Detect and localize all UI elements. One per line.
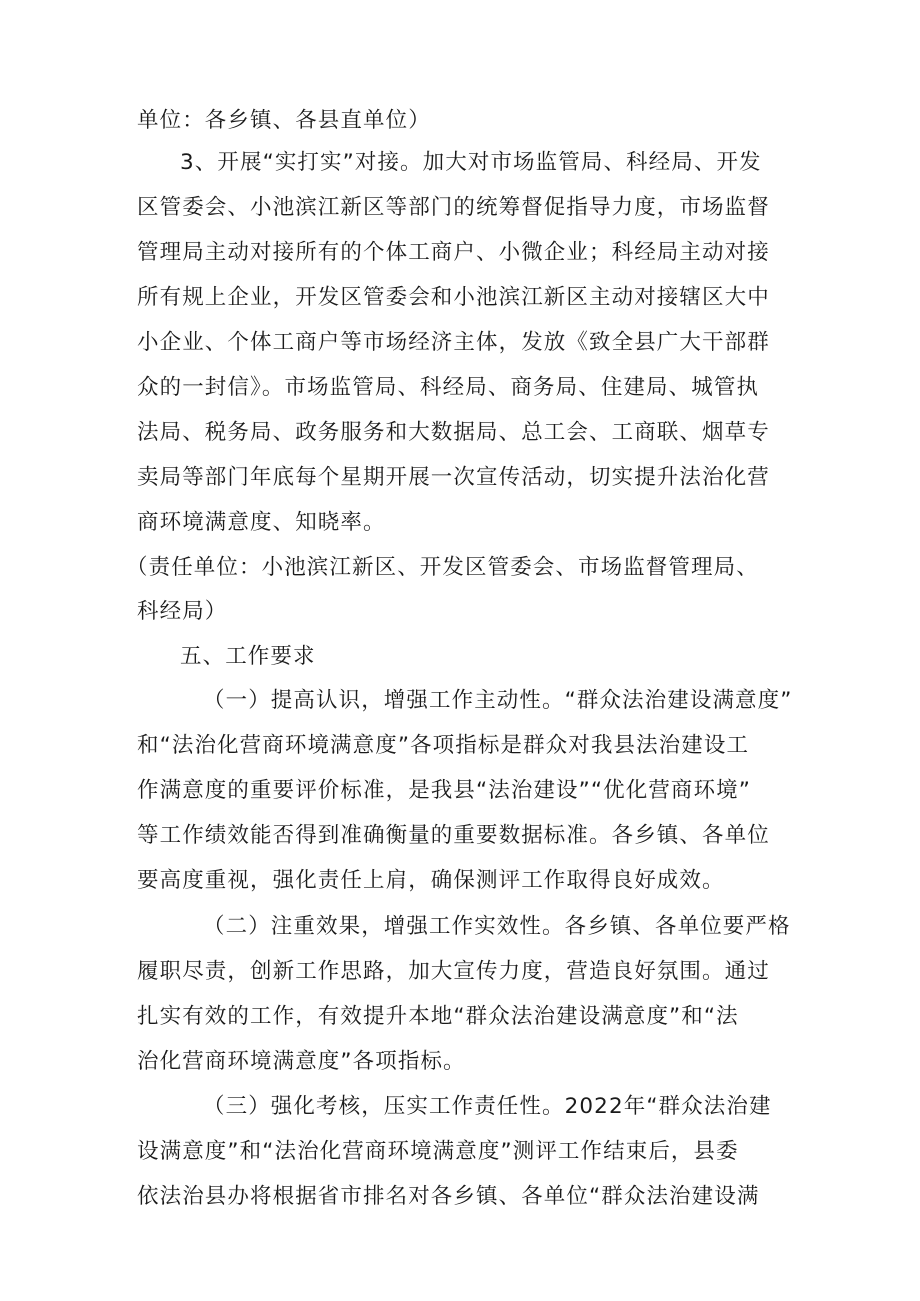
text-line: 卖局等部门年底每个星期开展一次宣传活动，切实提升法治化营 bbox=[137, 465, 770, 490]
text-line: 科经局） bbox=[137, 599, 228, 624]
text-line: 所有规上企业，开发区管委会和小池滨江新区主动对接辖区大中 bbox=[137, 285, 770, 310]
text-line: 依法治县办将根据省市排名对各乡镇、各单位“群众法治建设满 bbox=[137, 1184, 760, 1209]
text-line: 履职尽责，创新工作思路，加大宣传力度，营造良好氛围。通过 bbox=[137, 959, 770, 984]
text-line: 治化营商环境满意度”各项指标。 bbox=[137, 1049, 466, 1074]
subsection-1-line: （一）提高认识，增强工作主动性。“群众法治建设满意度” bbox=[203, 688, 793, 713]
text-line: 扎实有效的工作，有效提升本地“群众法治建设满意度”和“法 bbox=[137, 1004, 739, 1029]
subsection-2-line: （二）注重效果，增强工作实效性。各乡镇、各单位要严格 bbox=[203, 914, 791, 939]
text-line: 等工作绩效能否得到准确衡量的重要数据标准。各乡镇、各单位 bbox=[137, 823, 770, 848]
text-line: 要高度重视，强化责任上肩，确保测评工作取得良好成效。 bbox=[137, 868, 725, 893]
responsible-units-line: （责任单位：小池滨江新区、开发区管委会、市场监督管理局、 bbox=[126, 555, 759, 580]
text-line: 商环境满意度、知晓率。 bbox=[137, 510, 386, 535]
text-line: 作满意度的重要评价标准，是我县“法治建设”“优化营商环境” bbox=[137, 778, 751, 803]
text-line: 和“法治化营商环境满意度”各项指标是群众对我县法治建设工 bbox=[137, 733, 750, 758]
text-line: 众的一封信》。市场监管局、科经局、商务局、住建局、城管执 bbox=[137, 375, 760, 400]
text-line: 单位：各乡镇、各县直单位） bbox=[137, 108, 431, 133]
text-line: 区管委会、小池滨江新区等部门的统筹督促指导力度，市场监督 bbox=[137, 195, 770, 220]
section-heading: 五、工作要求 bbox=[180, 644, 316, 669]
text-line: 管理局主动对接所有的个体工商户、小微企业；科经局主动对接 bbox=[137, 240, 770, 265]
text-line: 设满意度”和“法治化营商环境满意度”测评工作结束后，县委 bbox=[137, 1139, 739, 1164]
subsection-3-line: （三）强化考核，压实工作责任性。2022年“群众法治建 bbox=[203, 1094, 772, 1119]
text-line: 小企业、个体工商户等市场经济主体，发放《致全县广大干部群 bbox=[137, 330, 770, 355]
text-line: 法局、税务局、政务服务和大数据局、总工会、工商联、烟草专 bbox=[137, 420, 770, 445]
paragraph-3-line: 3、开展“实打实”对接。加大对市场监管局、科经局、开发 bbox=[180, 150, 762, 175]
